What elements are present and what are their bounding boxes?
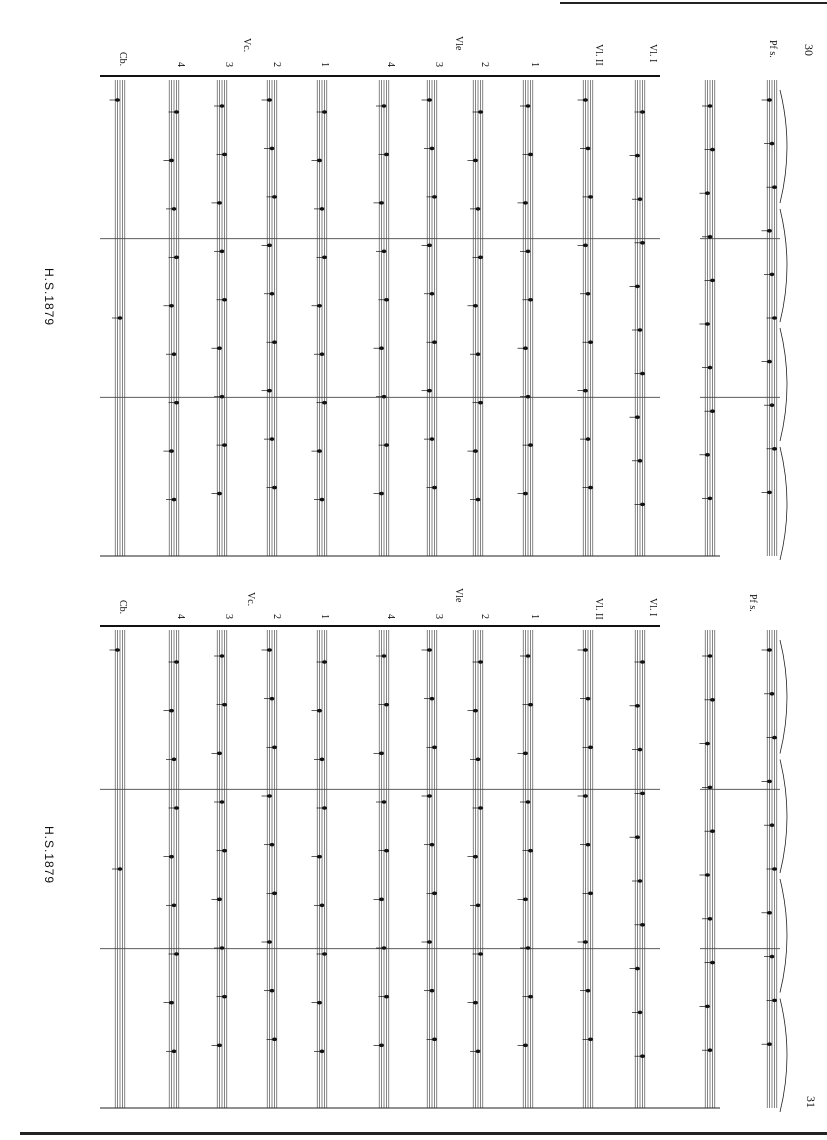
slur: [780, 328, 787, 441]
s2-label-vle-2: 2: [479, 614, 490, 619]
s2-label-piano: Pf s.: [747, 594, 758, 612]
s2-label-vle-group: Vle: [453, 588, 464, 603]
staff-lines: [115, 80, 777, 1108]
s1-label-violin-2: Vl. II: [593, 44, 604, 66]
slur: [780, 209, 787, 322]
slur: [780, 90, 787, 203]
s2-label-violin-2: Vl. II: [593, 598, 604, 620]
s2-label-vc-2: 2: [271, 614, 282, 619]
s1-label-vc-3: 3: [223, 62, 234, 67]
s1-label-piano: Pf s.: [767, 40, 778, 58]
s2-label-vc-4: 4: [175, 614, 186, 619]
s2-label-violin-1: Vl. I: [647, 598, 658, 617]
slur: [780, 760, 787, 874]
s2-label-vc-1: 1: [319, 614, 330, 619]
plate-number-bottom: H.S.1879: [42, 826, 56, 885]
page-number-top: 30: [802, 44, 816, 56]
s2-label-vle-3: 3: [433, 614, 444, 619]
s1-label-violin-1: Vl. I: [647, 44, 658, 63]
s2-label-vc-group: Vc.: [245, 592, 256, 607]
s1-label-vc-group: Vc.: [241, 38, 252, 53]
s2-label-vle-1: 1: [529, 614, 540, 619]
barlines: [100, 76, 780, 1108]
plate-number-top: H.S.1879: [42, 268, 56, 327]
s1-label-vc-4: 4: [175, 62, 186, 67]
s2-label-cb: Cb.: [117, 600, 128, 615]
slur: [780, 999, 787, 1113]
s2-label-vc-3: 3: [223, 614, 234, 619]
s1-label-vle-group: Vle: [453, 36, 464, 51]
s2-label-vle-4: 4: [385, 614, 396, 619]
s1-label-cb: Cb.: [117, 52, 128, 67]
s1-label-vle-1: 1: [529, 62, 540, 67]
page-number-bottom: 31: [804, 1096, 818, 1108]
s1-label-vc-2: 2: [271, 62, 282, 67]
slur: [780, 879, 787, 993]
note-heads: [110, 98, 777, 1058]
slur: [780, 640, 787, 754]
dynamic-markings: [780, 90, 787, 1112]
s1-label-vle-4: 4: [385, 62, 396, 67]
s1-label-vle-2: 2: [479, 62, 490, 67]
s1-label-vle-3: 3: [433, 62, 444, 67]
slur: [780, 447, 787, 560]
s1-label-vc-1: 1: [319, 62, 330, 67]
